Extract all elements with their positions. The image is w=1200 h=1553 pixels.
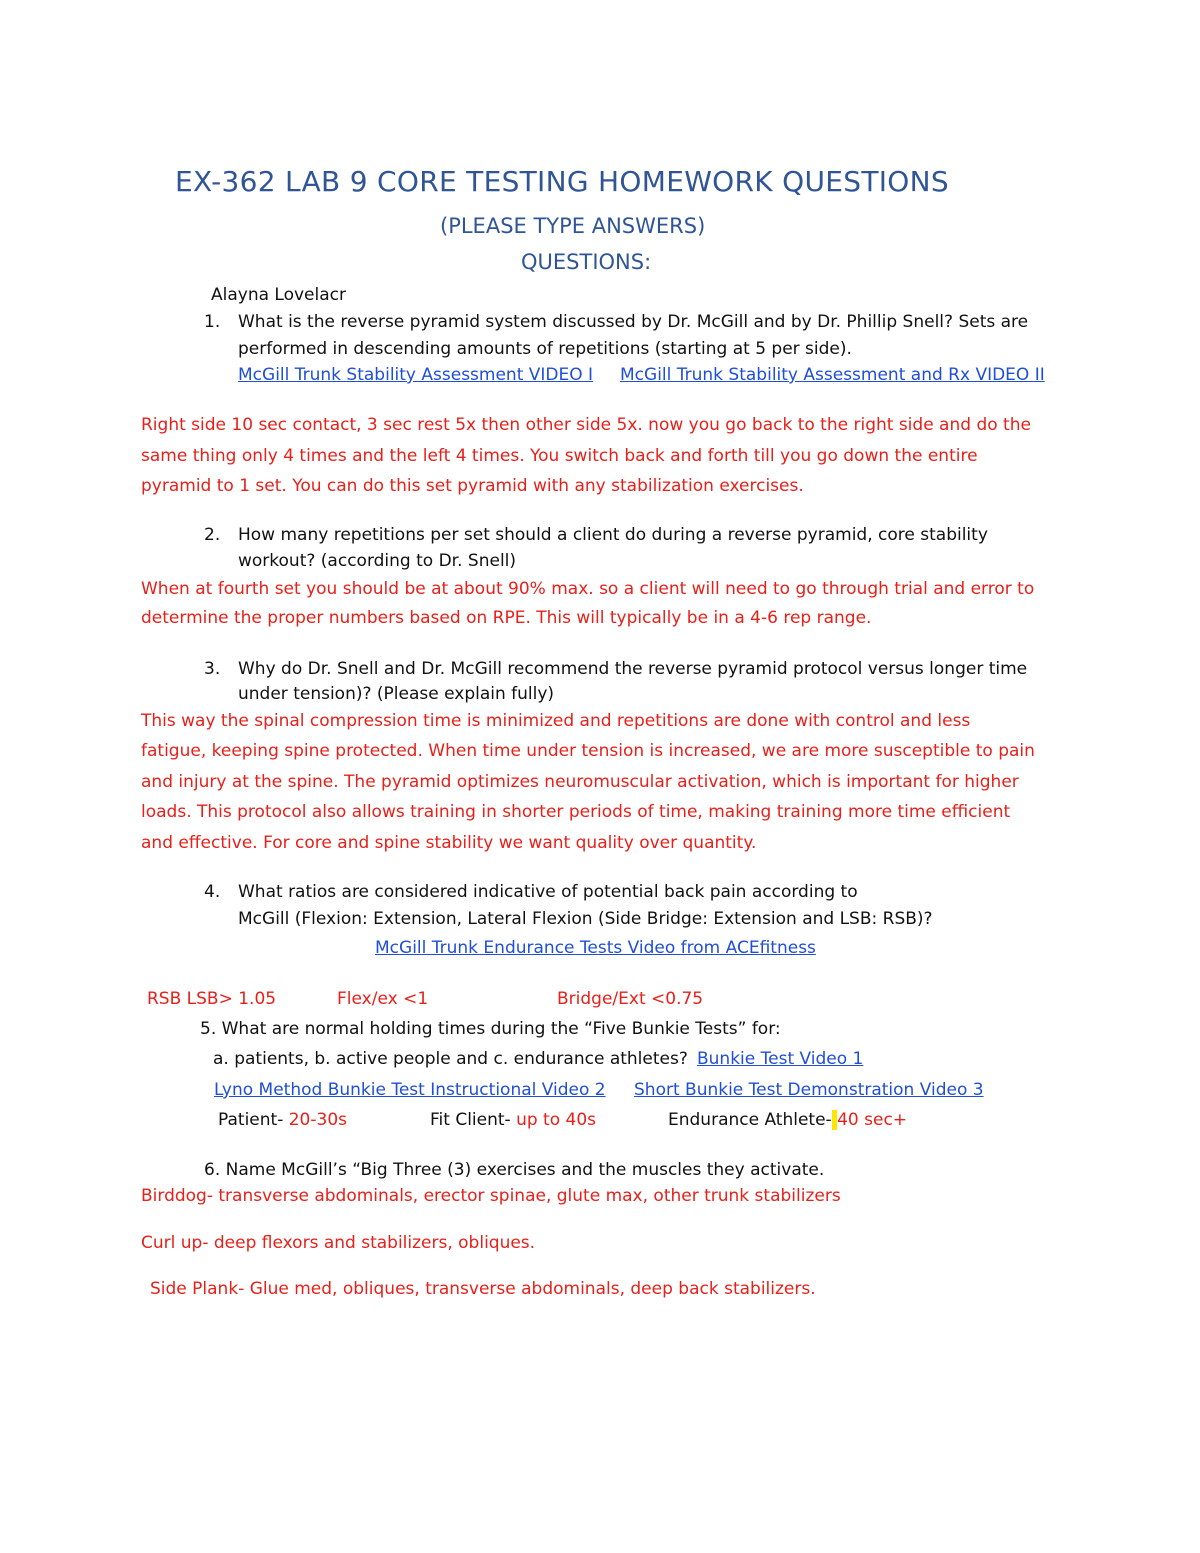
answer-4-flex-ex: Flex/ex <1: [337, 989, 429, 1009]
question-4-line-2: McGill (Flexion: Extension, Lateral Flexion (Side Bridge: Extension and LSB: RSB)?: [238, 909, 933, 929]
question-3-line-2: under tension)? (Please explain fully): [238, 684, 555, 704]
question-1-line-1: What is the reverse pyramid system discussed by Dr. McGill and by Dr. Phillip Snell? Sets are: [238, 312, 1029, 332]
question-6-line-1: 6. Name McGill’s “Big Three (3) exercises and the muscles they activate.: [204, 1160, 825, 1180]
document-title: EX-362 LAB 9 CORE TESTING HOMEWORK QUESTIONS: [175, 165, 949, 198]
patient-value: 20-30s: [283, 1110, 347, 1130]
question-3-line-1: Why do Dr. Snell and Dr. McGill recommend the reverse pyramid protocol versus longer time: [238, 659, 1028, 679]
bunkie-video-1-link[interactable]: Bunkie Test Video 1: [697, 1049, 864, 1069]
athlete-label: Endurance Athlete-: [668, 1110, 832, 1130]
ace-endurance-video-link[interactable]: McGill Trunk Endurance Tests Video from ACEfitness: [375, 938, 816, 958]
answer-3-line-4: loads. This protocol also allows training in shorter periods of time, making training more time efficient: [141, 802, 1011, 822]
answer-1-line-1: Right side 10 sec contact, 3 sec rest 5x then other side 5x. now you go back to the right side and do the: [141, 415, 1031, 435]
student-name: Alayna Lovelacr: [211, 285, 346, 305]
question-2-line-2: workout? (according to Dr. Snell): [238, 551, 517, 571]
mcgill-video-1-link[interactable]: McGill Trunk Stability Assessment VIDEO I: [238, 365, 594, 385]
questions-heading: QUESTIONS:: [521, 250, 652, 274]
answer-3-line-1: This way the spinal compression time is minimized and repetitions are done with control and less: [141, 711, 971, 731]
answer-6-birddog: Birddog- transverse abdominals, erector spinae, glute max, other trunk stabilizers: [141, 1186, 841, 1206]
answer-1-line-3: pyramid to 1 set. You can do this set pyramid with any stabilization exercises.: [141, 476, 804, 496]
answer-3-line-2: fatigue, keeping spine protected. When time under tension is increased, we are more susceptible to pain: [141, 741, 1035, 761]
fit-client-value: up to 40s: [510, 1110, 597, 1130]
question-4-number: 4.: [204, 882, 221, 902]
mcgill-video-2-link[interactable]: McGill Trunk Stability Assessment and Rx VIDEO II: [620, 365, 1045, 385]
question-5-line-1: 5. What are normal holding times during the “Five Bunkie Tests” for:: [200, 1019, 781, 1039]
answer-6-curl-up: Curl up- deep flexors and stabilizers, obliques.: [141, 1233, 536, 1253]
answer-5-patient: [218, 1108, 347, 1132]
answer-1-line-2: same thing only 4 times and the left 4 times. You switch back and forth till you go down the entire: [141, 446, 978, 466]
question-1-number: 1.: [204, 312, 221, 332]
question-2-number: 2.: [204, 525, 221, 545]
answer-5-endurance-athlete: [668, 1108, 907, 1132]
answer-2-line-2: determine the proper numbers based on RPE. This will typically be in a 4-6 rep range.: [141, 608, 872, 628]
athlete-value: 40 sec+: [837, 1110, 908, 1130]
question-2-line-1: How many repetitions per set should a client do during a reverse pyramid, core stability: [238, 525, 988, 545]
patient-label: Patient-: [218, 1110, 284, 1130]
answer-3-line-3: and injury at the spine. The pyramid optimizes neuromuscular activation, which is important for higher: [141, 772, 1019, 792]
fit-client-label: Fit Client-: [430, 1110, 511, 1130]
bunkie-video-3-link[interactable]: Short Bunkie Test Demonstration Video 3: [634, 1080, 984, 1100]
question-1-line-2: performed in descending amounts of repetitions (starting at 5 per side).: [238, 339, 852, 359]
answer-3-line-5: and effective. For core and spine stability we want quality over quantity.: [141, 833, 757, 853]
question-3-number: 3.: [204, 659, 221, 679]
answer-6-side-plank: Side Plank- Glue med, obliques, transverse abdominals, deep back stabilizers.: [150, 1279, 816, 1299]
document-subtitle: (PLEASE TYPE ANSWERS): [440, 214, 706, 238]
answer-4-rsb-lsb: RSB LSB> 1.05: [147, 989, 277, 1009]
answer-4-bridge-ext: Bridge/Ext <0.75: [557, 989, 704, 1009]
bunkie-video-2-link[interactable]: Lyno Method Bunkie Test Instructional Video 2: [214, 1080, 606, 1100]
question-5-line-2: a. patients, b. active people and c. endurance athletes?: [213, 1049, 688, 1069]
answer-2-line-1: When at fourth set you should be at about 90% max. so a client will need to go through trial and error to: [141, 579, 1035, 599]
question-4-line-1: What ratios are considered indicative of potential back pain according to: [238, 882, 858, 902]
answer-5-fit-client: [430, 1108, 596, 1132]
